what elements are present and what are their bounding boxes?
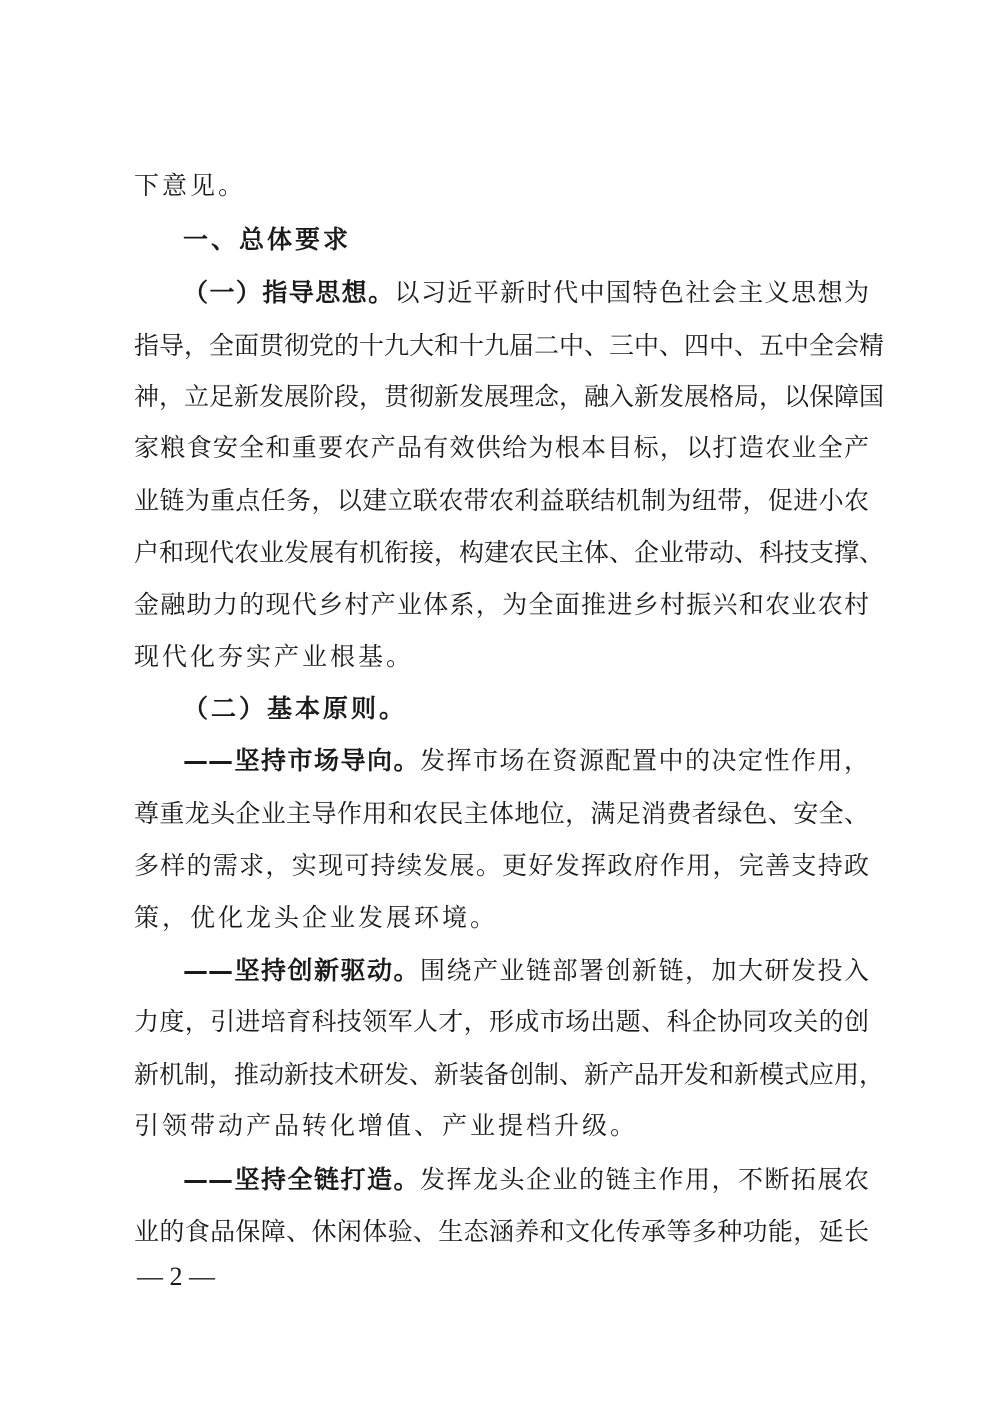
paragraph-text: 以习近平新时代中国特色社会主义思想为: [394, 278, 869, 307]
paragraph-line: 现代化夯实产业根基。: [134, 642, 415, 671]
paragraph-line: 神，立足新发展阶段，贯彻新发展理念，融入新发展格局，以保障国: [134, 382, 885, 411]
paragraph-line: 尊重龙头企业主导作用和农民主体地位，满足消费者绿色、安全、: [134, 799, 869, 828]
principle-heading: ——坚持全链打造。: [183, 1165, 420, 1194]
subsection-heading: （二）基本原则。: [183, 694, 408, 723]
paragraph-line: 引领带动产品转化增值、产业提档升级。: [134, 1111, 639, 1140]
paragraph-line: [183, 741, 869, 781]
paragraph-line: 业的食品保障、休闲体验、生态涵养和文化传承等多种功能，延长: [134, 1217, 869, 1246]
subsection-heading: （一）指导思想。: [183, 278, 395, 307]
paragraph-line: 新机制，推动新技术研发、新装备创制、新产品开发和新模式应用，: [134, 1060, 885, 1089]
paragraph-line: 力度，引进培育科技领军人才，形成市场出题、科企协同攻关的创: [134, 1007, 869, 1036]
paragraph-text: 发挥市场在资源配置中的决定性作用，: [420, 746, 869, 775]
paragraph-line: 家粮食安全和重要农产品有效供给为根本目标，以打造农业全产: [134, 433, 869, 462]
paragraph-line: 指导，全面贯彻党的十九大和十九届二中、三中、四中、五中全会精: [134, 331, 885, 360]
principle-heading: ——坚持创新驱动。: [183, 956, 420, 985]
paragraph-line: [183, 951, 869, 991]
paragraph-line: [183, 273, 869, 313]
paragraph-line: [183, 1160, 869, 1200]
paragraph-line: 户和现代农业发展有机衔接，构建农民主体、企业带动、科技支撑、: [134, 538, 885, 567]
paragraph-line: 业链为重点任务，以建立联农带农利益联结机制为纽带，促进小农: [134, 486, 869, 515]
paragraph-text: 发挥龙头企业的链主作用，不断拓展农: [420, 1165, 869, 1194]
paragraph-line: 策，优化龙头企业发展环境。: [134, 903, 499, 932]
page-number: — 2 —: [137, 1262, 215, 1291]
paragraph-line: 金融助力的现代乡村产业体系，为全面推进乡村振兴和农业农村: [134, 590, 869, 619]
section-heading: 一、总体要求: [183, 225, 352, 254]
paragraph-line: 多样的需求，实现可持续发展。更好发挥政府作用，完善支持政: [134, 851, 869, 880]
paragraph-line: 下意见。: [134, 171, 247, 200]
paragraph-text: 围绕产业链部署创新链，加大研发投入: [420, 956, 869, 985]
principle-heading: ——坚持市场导向。: [183, 746, 420, 775]
